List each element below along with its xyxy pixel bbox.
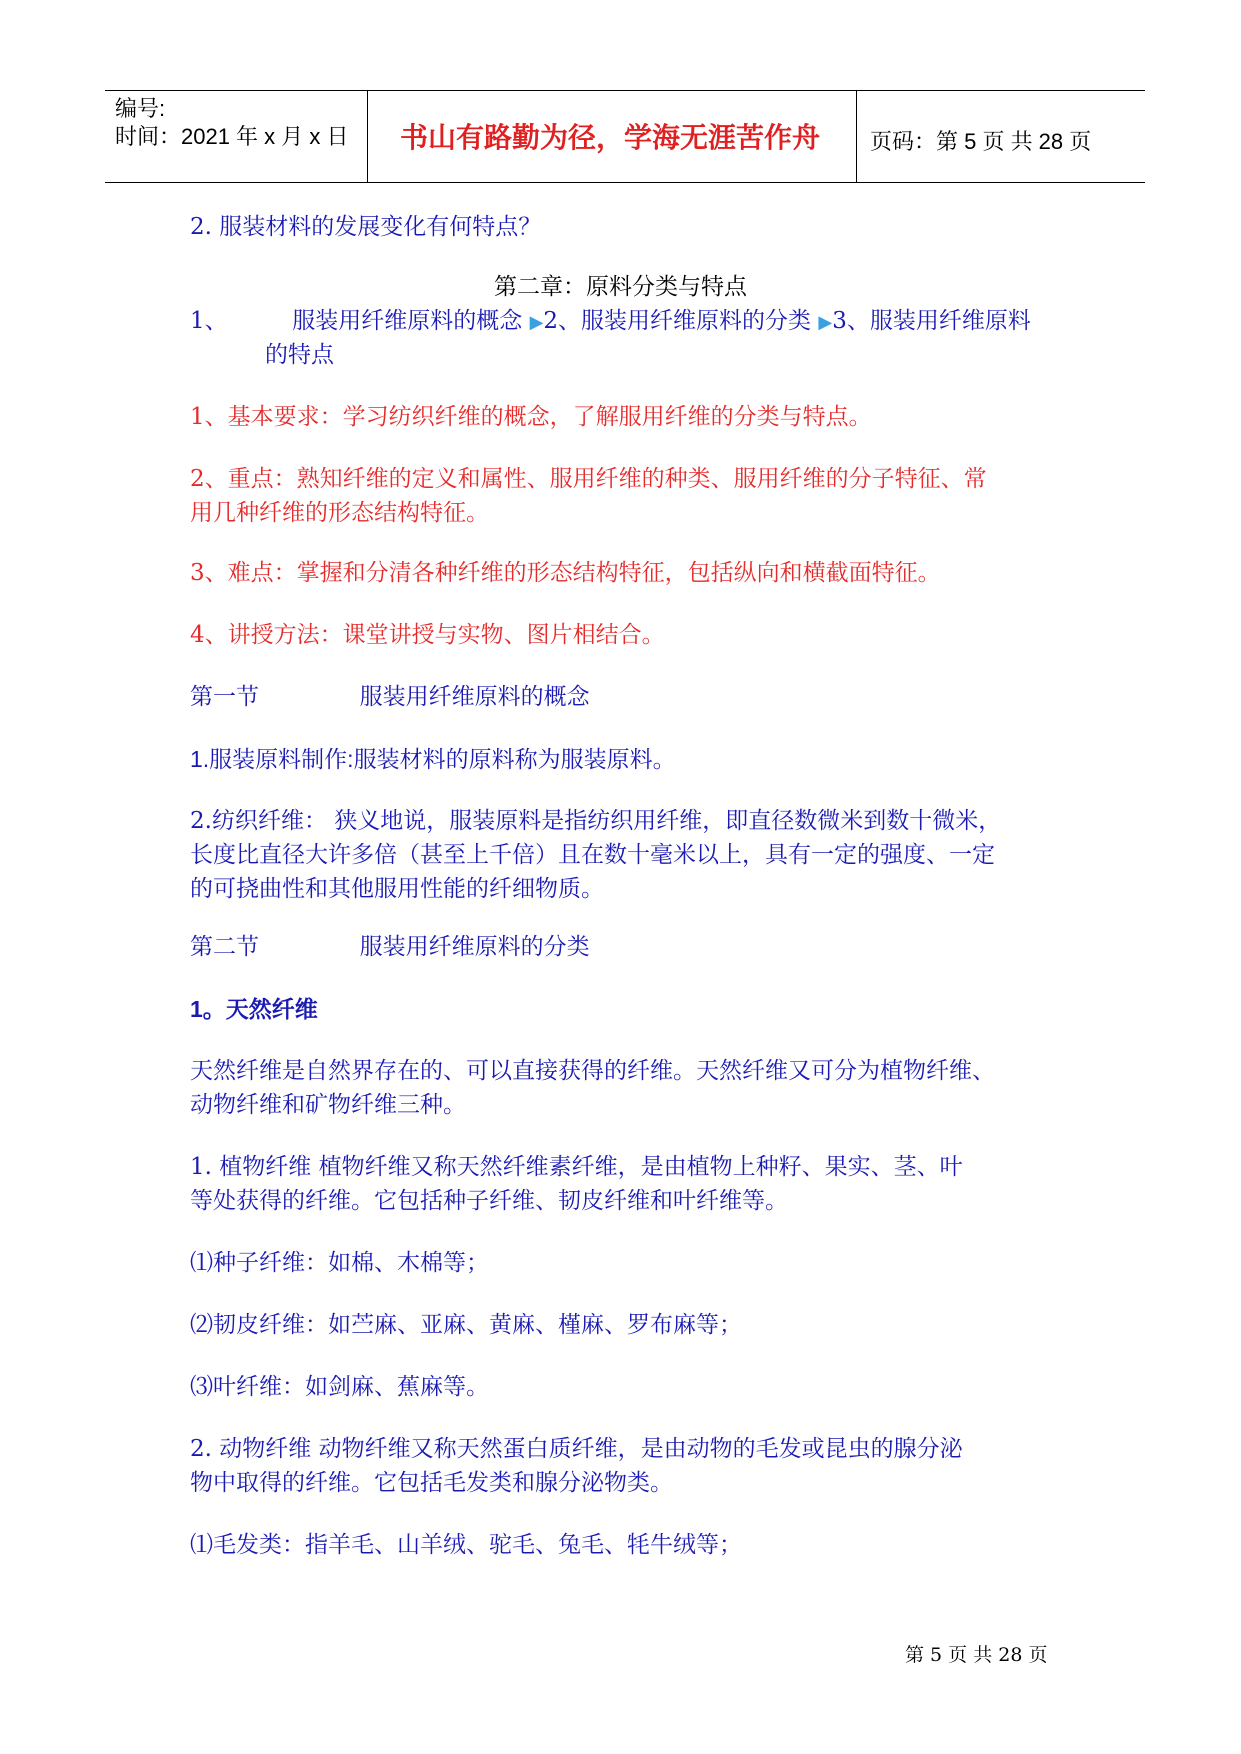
toc-item-3[interactable]: 3、服装用纤维原料 — [832, 308, 1031, 334]
seed-fiber: ⑴种子纤维：如棉、木棉等； — [190, 1250, 489, 1276]
header-bottom-rule — [105, 182, 1145, 183]
hair-fiber: ⑴毛发类：指羊毛、山羊绒、驼毛、兔毛、牦牛绒等； — [190, 1532, 742, 1558]
chapter-title: 第二章：原料分类与特点 — [494, 274, 747, 300]
requirement-2-line-2: 用几种纤维的形态结构特征。 — [190, 500, 489, 526]
toc-line — [190, 304, 1070, 340]
toc-item-2[interactable]: 2、服装用纤维原料的分类 — [543, 308, 812, 334]
natural-fiber-heading: 1。天然纤维 — [190, 996, 318, 1022]
header-top-rule — [105, 90, 1145, 91]
toc-line-cont: 的特点 — [265, 342, 334, 368]
header-divider-left — [367, 90, 368, 182]
requirement-1: 1、基本要求：学习纺织纤维的概念，了解服用纤维的分类与特点。 — [190, 404, 872, 430]
requirement-3: 3、难点：掌握和分清各种纤维的形态结构特征，包括纵向和横截面特征。 — [190, 560, 941, 586]
question-2: 2. 服装材料的发展变化有何特点？ — [190, 214, 542, 240]
definition-2-line-3: 的可挠曲性和其他服用性能的纤细物质。 — [190, 876, 604, 902]
requirement-2-line-1: 2、重点：熟知纤维的定义和属性、服用纤维的种类、服用纤维的分子特征、常 — [190, 466, 987, 492]
definition-1: 1.服装原料制作:服装材料的原料称为服装原料。 — [190, 746, 676, 772]
plant-fiber-line-2: 等处获得的纤维。它包括种子纤维、韧皮纤维和叶纤维等。 — [190, 1188, 788, 1214]
requirement-4: 4、讲授方法：课堂讲授与实物、图片相结合。 — [190, 622, 665, 648]
plant-fiber-line-1: 1. 植物纤维 植物纤维又称天然纤维素纤维，是由植物上种籽、果实、茎、叶 — [190, 1154, 963, 1180]
section-2-label: 第二节 — [190, 934, 259, 960]
leaf-fiber: ⑶叶纤维：如剑麻、蕉麻等。 — [190, 1374, 489, 1400]
header-divider-right — [856, 90, 857, 182]
header-page-label: 页码：第 5 页 共 28 页 — [870, 129, 1092, 154]
natural-fiber-line-1: 天然纤维是自然界存在的、可以直接获得的纤维。天然纤维又可分为植物纤维、 — [190, 1058, 995, 1084]
definition-2-line-1: 2.纺织纤维： 狭义地说，服装原料是指纺织用纤维，即直径数微米到数十微米， — [190, 808, 1002, 834]
section-2-title: 服装用纤维原料的分类 — [359, 934, 590, 960]
section-1-label: 第一节 — [190, 684, 259, 710]
section-2-heading — [190, 930, 1070, 964]
header-number-label: 编号: — [115, 96, 166, 121]
section-1-title: 服装用纤维原料的概念 — [359, 684, 590, 710]
arrow-icon: ▶ — [529, 312, 544, 333]
natural-fiber-line-2: 动物纤维和矿物纤维三种。 — [190, 1092, 466, 1118]
section-1-heading — [190, 680, 1070, 714]
animal-fiber-line-1: 2. 动物纤维 动物纤维又称天然蛋白质纤维，是由动物的毛发或昆虫的腺分泌 — [190, 1436, 963, 1462]
footer-page-number: 第 5 页 共 28 页 — [905, 1644, 1048, 1666]
animal-fiber-line-2: 物中取得的纤维。它包括毛发类和腺分泌物类。 — [190, 1470, 673, 1496]
bast-fiber: ⑵韧皮纤维：如苎麻、亚麻、黄麻、槿麻、罗布麻等； — [190, 1312, 742, 1338]
header-time-label: 时间：2021 年 x 月 x 日 — [115, 124, 349, 149]
header-motto: 书山有路勤为径，学海无涯苦作舟 — [399, 121, 820, 154]
toc-number: 1、 — [190, 308, 228, 334]
toc-item-1[interactable]: 服装用纤维原料的概念 — [292, 308, 523, 334]
arrow-icon: ▶ — [818, 312, 833, 333]
definition-2-line-2: 长度比直径大许多倍（甚至上千倍）且在数十毫米以上，具有一定的强度、一定 — [190, 842, 995, 868]
